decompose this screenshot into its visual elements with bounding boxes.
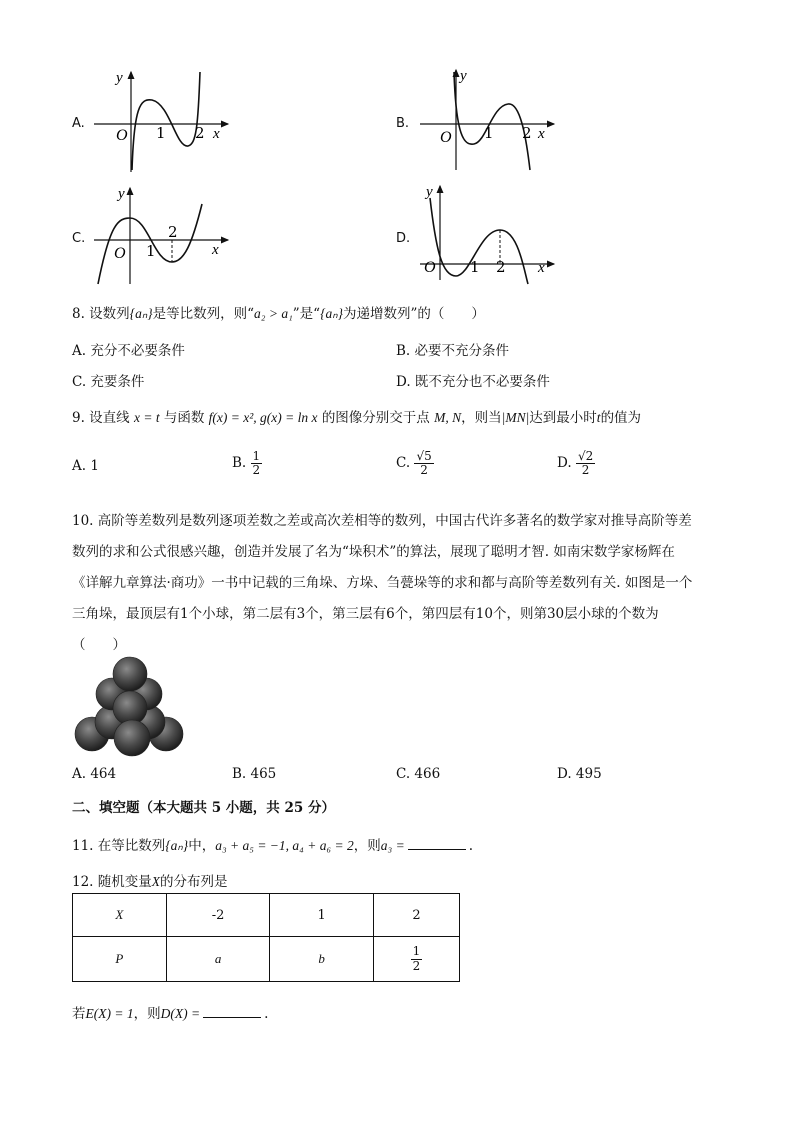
q10-option-c[interactable]: C. 466 (396, 766, 441, 782)
q8-option-b[interactable]: B. 必要不充分条件 (396, 343, 510, 359)
table-row (73, 894, 460, 937)
x-label: x (212, 242, 219, 258)
curve (454, 72, 530, 170)
graph-b (414, 66, 564, 176)
q10-option-a[interactable]: A. 464 (72, 766, 117, 782)
origin-label: O (424, 259, 436, 276)
table-cell: X (73, 894, 167, 937)
table-cell: -2 (166, 894, 270, 937)
option-d-label: D. (396, 231, 411, 246)
tick-2: 2 (168, 223, 178, 241)
table-cell: a (166, 937, 270, 982)
tick-2: 2 (496, 258, 506, 276)
answer-blank[interactable] (408, 848, 466, 850)
table-cell: 2 (373, 894, 459, 937)
q9-option-c[interactable]: C. $\frac{√5}{2}$ (396, 449, 432, 478)
table-cell: 1 (270, 894, 374, 937)
q10-stem (72, 506, 692, 661)
option-c-label: C. (72, 231, 86, 246)
origin-label: O (440, 129, 452, 146)
origin-label: O (114, 245, 126, 262)
distribution-table (72, 893, 460, 982)
tick-1: 1 (146, 242, 156, 260)
fraction: $\frac{1}{2}$ (412, 944, 421, 973)
y-label: y (118, 186, 125, 202)
graph-a (88, 68, 238, 176)
q8-option-c[interactable]: C. 充要条件 (72, 374, 145, 390)
option-b-label: B. (396, 116, 410, 131)
answer-blank[interactable] (203, 1016, 261, 1018)
graph-c (88, 184, 238, 288)
y-label: y (460, 68, 467, 84)
q9-option-a[interactable]: A. 1 (72, 458, 99, 474)
option-a-label: A. (72, 116, 85, 131)
q8-stem: 8. 设数列{aₙ}是等比数列，则“a₂ > a₁”是“{aₙ}为递增数列”的（ ） (72, 306, 485, 322)
tick-1: 1 (470, 258, 480, 276)
x-label: x (213, 126, 220, 142)
q8-option-a[interactable]: A. 充分不必要条件 (72, 343, 185, 359)
table-cell: b (270, 937, 374, 982)
table-cell: P (73, 937, 167, 982)
q9-stem: 9. 设直线 x = t 与函数 f(x) = x², g(x) = ln x 的图像分别交于点 M, N，则当|MN|达到最小时t的值为 (72, 410, 642, 426)
graph-d (414, 180, 564, 286)
q10-line: 《详解九章算法·商功》一书中记载的三角垛、方垛、刍甍垛等的求和都与高阶等差数列有关. 如图是一个 (72, 575, 693, 591)
tick-1: 1 (484, 124, 494, 142)
q11-stem: 11. 在等比数列{aₙ}中，a₃ + a₅ = −1, a₄ + a₆ = 2，则a₃ = . (72, 838, 474, 854)
y-label: y (426, 184, 433, 200)
q10-option-d[interactable]: D. 495 (557, 766, 602, 782)
q12-condition: 若E(X) = 1，则D(X) = . (72, 1006, 269, 1022)
q8-option-d[interactable]: D. 既不充分也不必要条件 (396, 374, 550, 390)
q12-stem: 12. 随机变量X的分布列是 (72, 874, 228, 890)
q10-line: 数列的求和公式很感兴趣，创造并发展了名为“垛积术”的算法，展现了聪明才智. 如南宋数学家杨辉在 (72, 544, 675, 560)
section-title: 二、填空题（本大题共 5 小题，共 25 分） (72, 800, 335, 816)
origin-label: O (116, 127, 128, 144)
q10-line: （ ） (72, 637, 126, 653)
q9-option-d[interactable]: D. $\frac{√2}{2}$ (557, 449, 594, 478)
x-label: x (538, 126, 545, 142)
x-label: x (538, 260, 545, 276)
fraction: $\frac{√2}{2}$ (577, 449, 594, 478)
table-cell (373, 937, 459, 982)
table-row (73, 937, 460, 982)
fraction: $\frac{1}{2}$ (252, 449, 261, 478)
q10-line: 10. 高阶等差数列是数列逐项差数之差或高次差相等的数列，中国古代许多著名的数学家对推导高阶等差 (72, 513, 692, 529)
y-label: y (116, 70, 123, 86)
tick-2: 2 (195, 124, 205, 142)
curve (132, 72, 200, 170)
q10-line: 三角垛，最顶层有1个小球，第二层有3个，第三层有6个，第四层有10个，则第30层小球的个数为 (72, 606, 659, 622)
q9-option-b[interactable]: B. $\frac{1}{2}$ (232, 449, 261, 478)
q10-option-b[interactable]: B. 465 (232, 766, 277, 782)
ball-pyramid-image (74, 656, 186, 758)
tick-2: 2 (522, 124, 532, 142)
tick-1: 1 (156, 124, 166, 142)
fraction: $\frac{√5}{2}$ (416, 449, 432, 478)
